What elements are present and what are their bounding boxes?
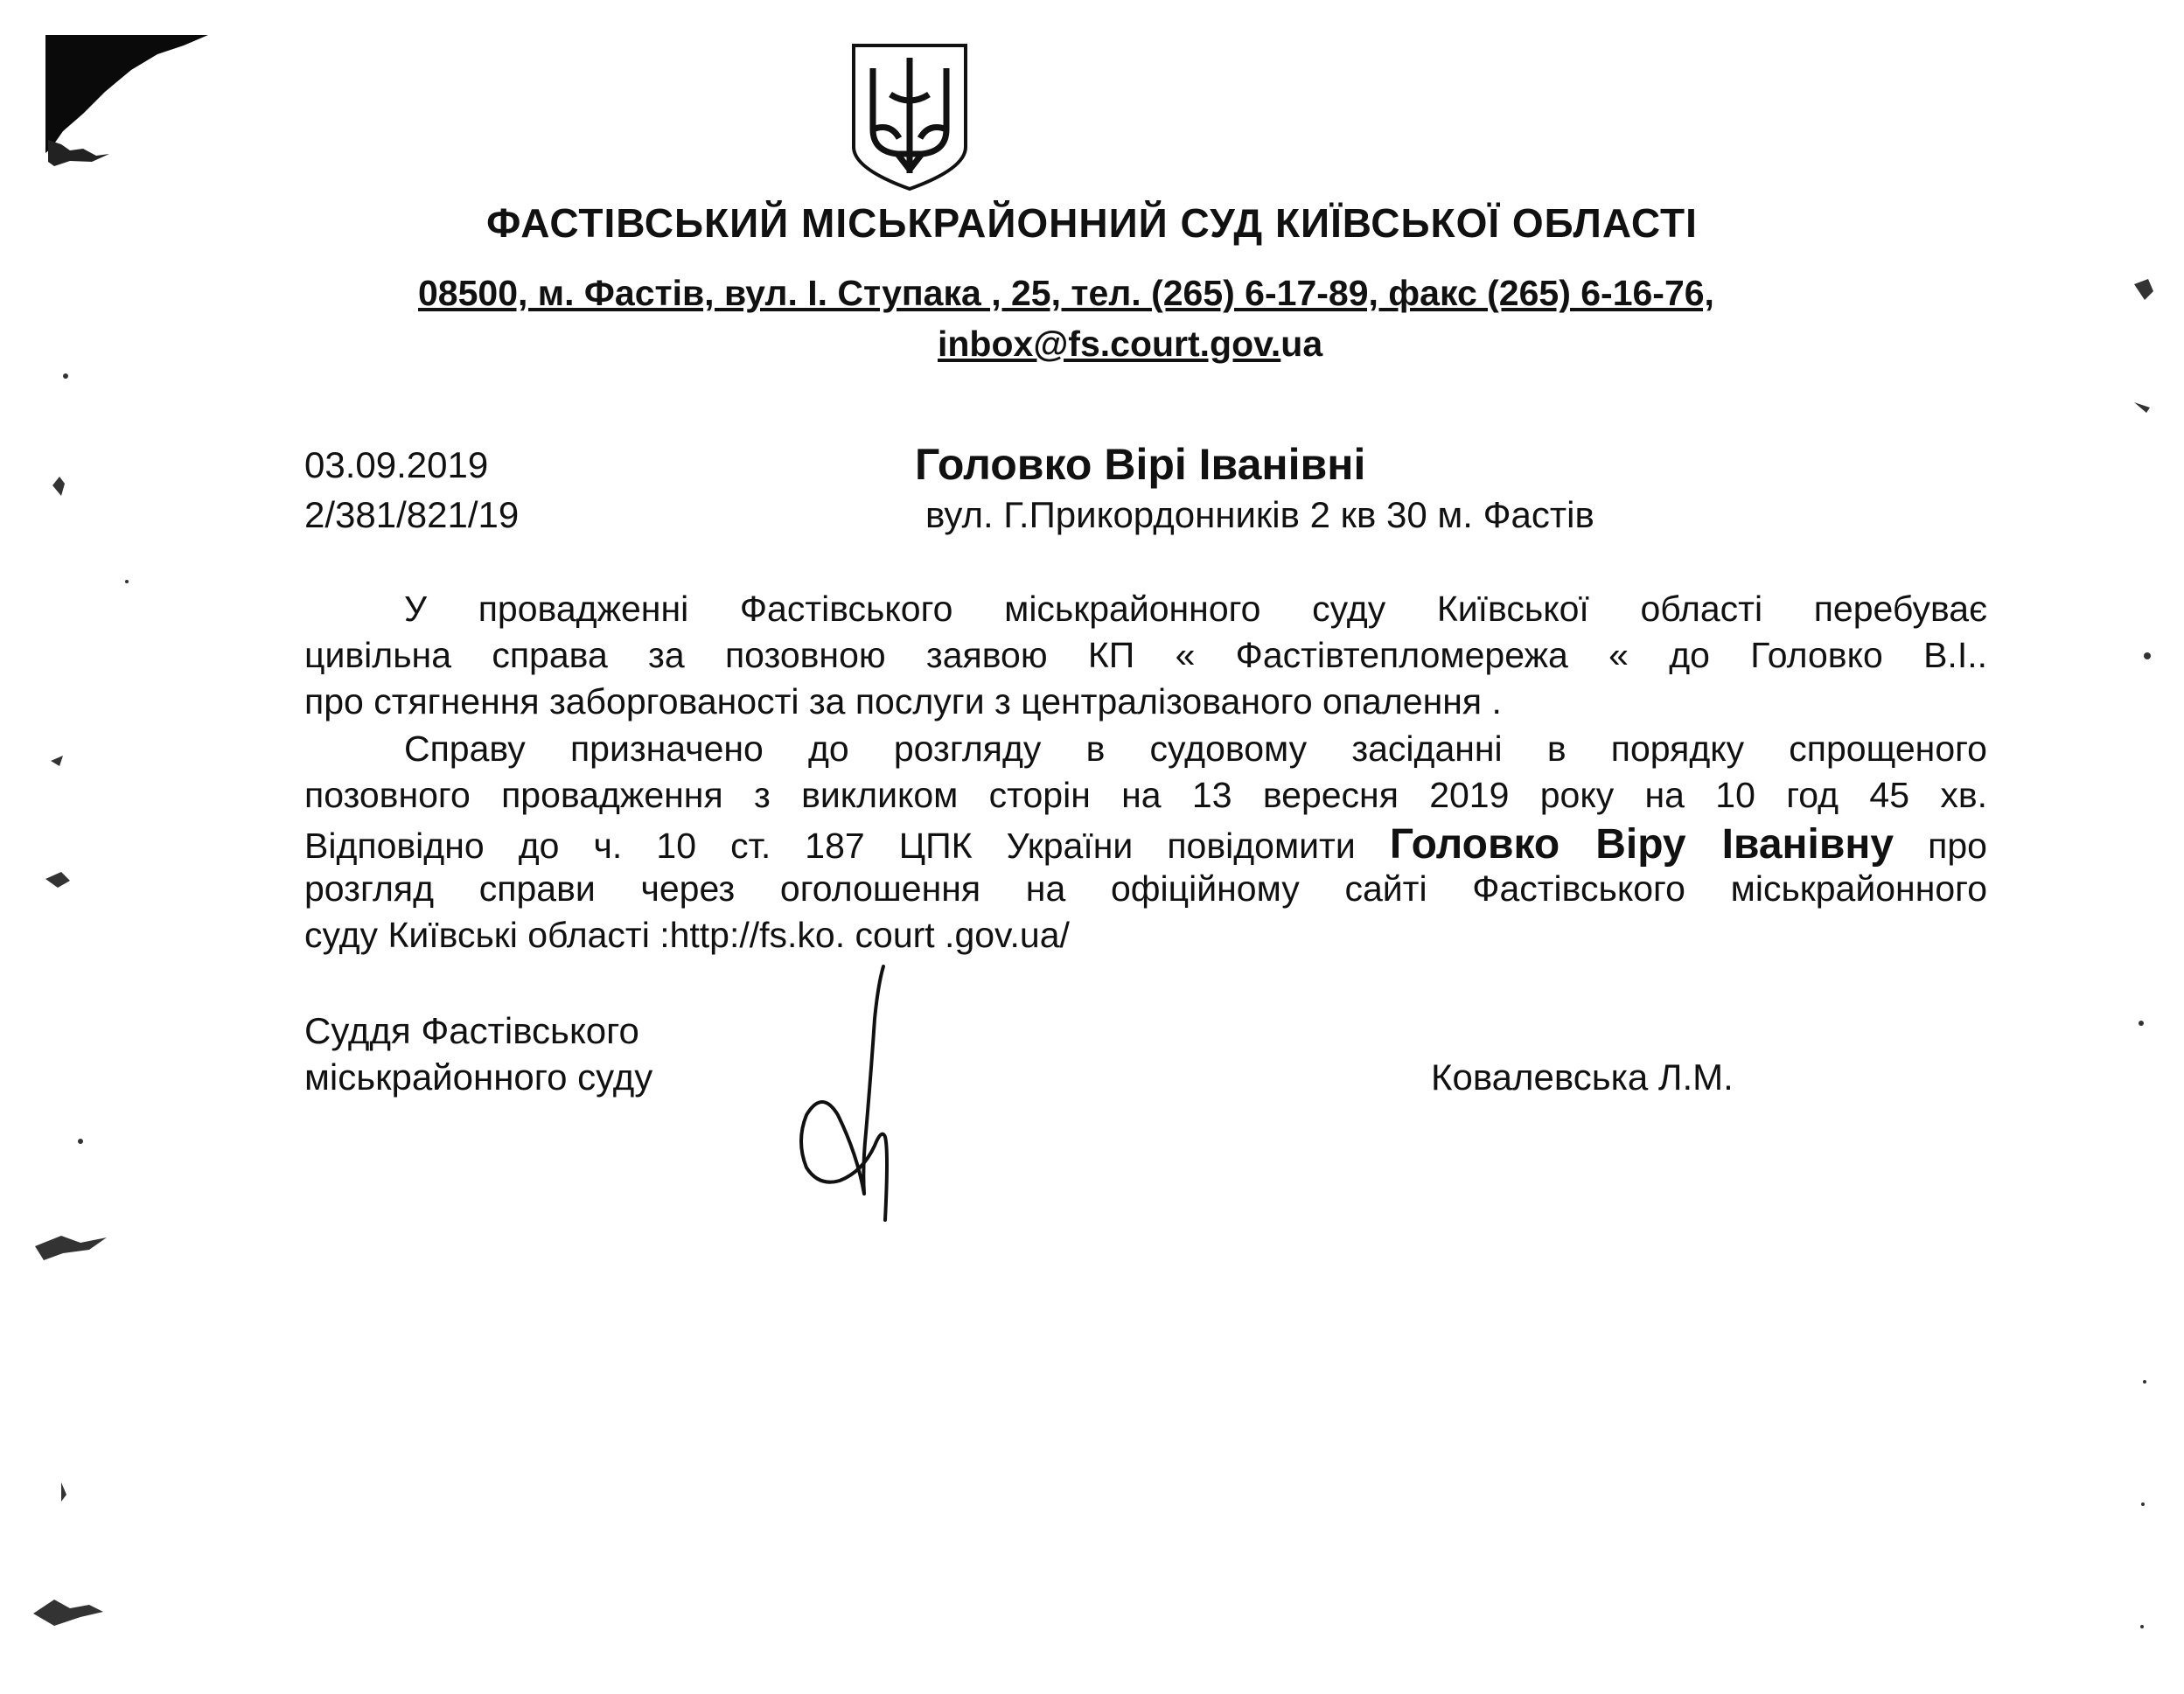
body-paragraph-line: У провадженні Фастівського міськрайонного суду Київської області перебуває bbox=[404, 589, 1987, 629]
body-paragraph-line: цивільна справа за позовною заявою КП « Фастівтепломережа « до Головко В.І.. bbox=[304, 635, 1987, 675]
notice-text: Відповідно до ч. 10 ст. 187 ЦПК України повідомити bbox=[304, 826, 1356, 866]
court-email bbox=[938, 324, 1322, 365]
body-paragraph-line: про стягнення заборгованості за послуги з централізованого опалення . bbox=[304, 681, 1502, 722]
body-paragraph-line: суду Київські області :http://fs.ko. court .gov.ua/ bbox=[304, 915, 1070, 955]
court-contacts bbox=[418, 273, 1714, 314]
body-paragraph-line: позовного провадження з викликом сторін на 13 вересня 2019 року на 10 год 45 хв. bbox=[304, 775, 1987, 815]
recipient-address: вул. Г.Прикордонників 2 кв 30 м. Фастів bbox=[925, 494, 1594, 535]
case-number: 2/381/821/19 bbox=[304, 494, 520, 535]
defendant-name: Головко Віру Іванівну bbox=[1389, 821, 1894, 868]
notice-text-end: про bbox=[1928, 826, 1987, 866]
body-paragraph-line bbox=[304, 820, 1987, 868]
contacts-line: 08500, м. Фастів, вул. І. Ступака , 25, тел. (265) 6-17-89, факс (265) 6-16-76, bbox=[418, 273, 1714, 313]
coat-of-arms-icon bbox=[847, 42, 973, 191]
email-suffix: ua bbox=[1280, 324, 1323, 364]
handwritten-signature bbox=[787, 958, 910, 1229]
body-paragraph-line: розгляд справи через оголошення на офіційному сайті Фастівського міськрайонного bbox=[304, 868, 1987, 909]
judge-title-line1: Суддя Фастівського bbox=[304, 1010, 639, 1051]
judge-title-line2: міськрайонного суду bbox=[304, 1056, 653, 1098]
recipient-name: Головко Вірі Іванівні bbox=[915, 440, 1366, 489]
court-name: ФАСТІВСЬКИЙ МІСЬКРАЙОННИЙ СУД КИЇВСЬКОЇ ОБЛАСТІ bbox=[486, 200, 1698, 246]
judge-name: Ковалевська Л.М. bbox=[1431, 1056, 1734, 1098]
letter-date: 03.09.2019 bbox=[304, 444, 489, 485]
body-paragraph-line: Справу призначено до розгляду в судовому засіданні в порядку спрощеного bbox=[404, 728, 1987, 769]
email-link[interactable]: inbox@fs.court.gov. bbox=[938, 324, 1281, 364]
